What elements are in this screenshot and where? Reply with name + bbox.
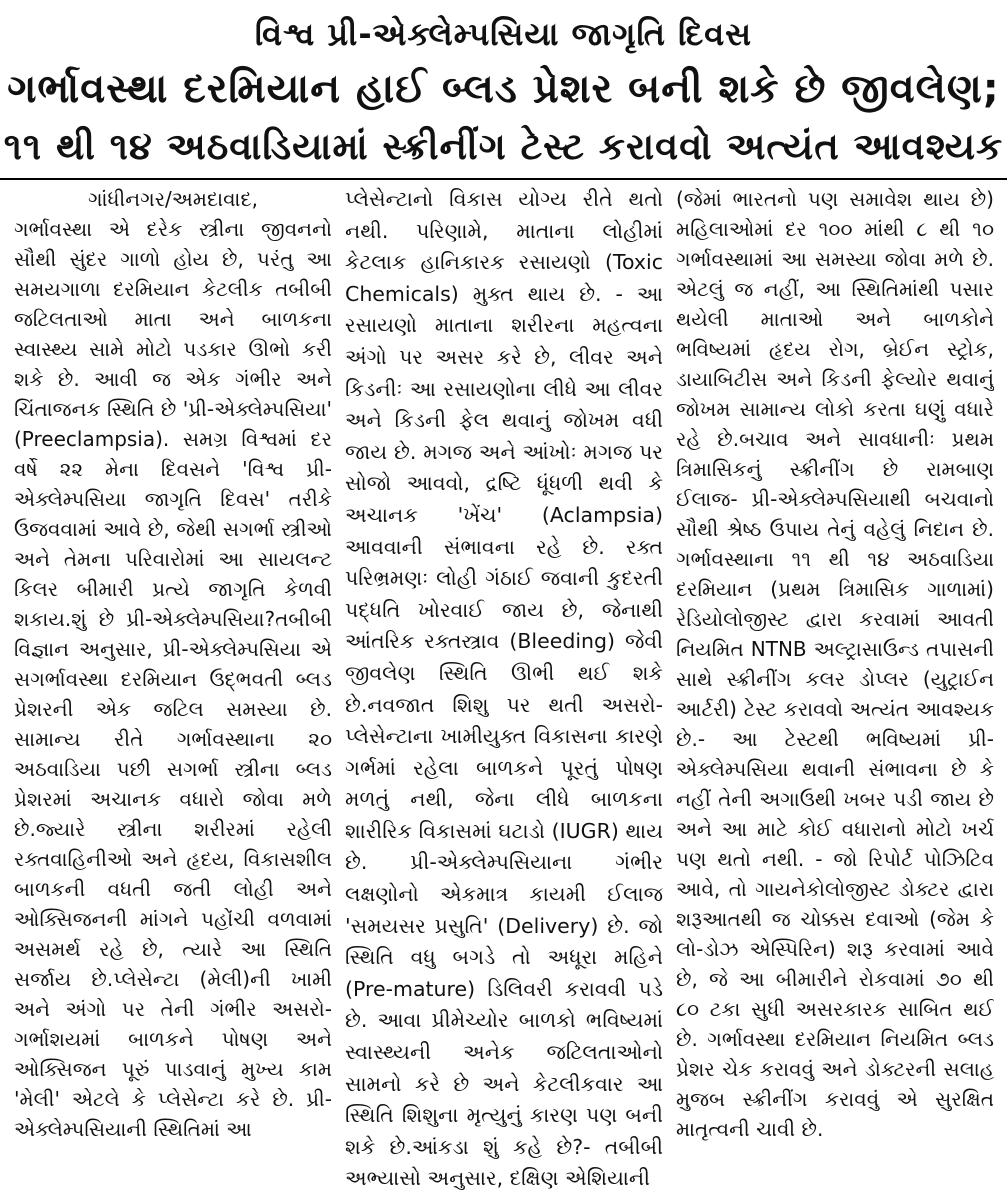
article-column-1 xyxy=(14,184,332,1196)
column-1-text: ગર્ભાવસ્થા એ દરેક સ્ત્રીના જીવનનો સૌથી સુંદર ગાળો હોય છે, પરંતુ આ સમયગાળા દરમિયાન કેટલીક તબીબી જટિલતાઓ માતા અને બાળકના સ્વાસ્થ્ય સામે મોટો પડકાર ઊભો કરી શકે છે. આવી જ એક ગંભીર અને ચિંતાજનક સ્થિતિ છે 'પ્રી-એક્લેમ્પસિયા' (Preeclampsia). સમગ્ર વિશ્વમાં દર વર્ષે ૨૨ મેના દિવસને 'વિશ્વ પ્રી-એક્લેમ્પસિયા જાગૃતિ દિવસ' તરીકે ઉજવવામાં આવે છે, જેથી સગર્ભા સ્ત્રીઓ અને તેમના પરિવારોમાં આ સાયલન્ટ કિલર બીમારી પ્રત્યે જાગૃતિ કેળવી શકાય.શું છે પ્રી-એક્લેમ્પસિયા?તબીબી વિજ્ઞાન અનુસાર, પ્રી-એક્લેમ્પસિયા એ સગર્ભાવસ્થા દરમિયાન ઉદ્ભવતી બ્લડ પ્રેશરની એક જટિલ સમસ્યા છે. સામાન્ય રીતે ગર્ભાવસ્થાના ૨૦ અઠવાડિયા પછી સગર્ભા સ્ત્રીના બ્લડ પ્રેશરમાં અચાનક વધારો જોવા મળે છે.જ્યારે સ્ત્રીના શરીરમાં રહેલી રક્તવાહિનીઓ અને હૃદય, વિકાસશીલ બાળકની વધતી જતી લોહી અને ઓક્સિજનની માંગને પહોંચી વળવામાં અસમર્થ રહે છે, ત્યારે આ સ્થિતિ સર્જાય છે.પ્લેસેન્ટા (મેલી)ની ખામી અને અંગો પર તેની ગંભીર અસરો- ગર્ભાશયમાં બાળકને પોષણ અને ઓક્સિજન પૂરું પાડવાનું મુખ્ય કામ 'મેલી' એટલે કે પ્લેસેન્ટા કરે છે. પ્રી-એક્લેમ્પસિયાની સ્થિતિમાં આ xyxy=(14,217,332,1141)
headline-line-1: ગર્ભાવસ્થા દરમિયાન હાઈ બ્લડ પ્રેશર બની શકે છે જીવલેણ; xyxy=(7,66,1000,112)
kicker-title: વિશ્વ પ્રી-એક્લેમ્પસિયા જાગૃતિ દિવસ xyxy=(254,15,753,53)
article-column-3 xyxy=(676,184,994,1196)
headline-line-2: ૧૧ થી ૧૪ અઠવાડિયામાં સ્ક્રીનીંગ ટેસ્ટ કરાવવો અત્યંત આવશ્યક xyxy=(3,125,1004,168)
article-column-2 xyxy=(345,184,663,1196)
column-3-text: (જેમાં ભારતનો પણ સમાવેશ થાય છે) મહિલાઓમાં દર ૧૦૦ માંથી ૮ થી ૧૦ ગર્ભાવસ્થામાં આ સમસ્યા જોવા મળે છે. એટલું જ નહીં, આ સ્થિતિમાંથી પસાર થયેલી માતાઓ અને બાળકોને ભવિષ્યમાં હૃદય રોગ, બ્રેઈન સ્ટ્રોક, ડાયાબિટીસ અને કિડની ફેલ્યોર થવાનું જોખમ સામાન્ય લોકો કરતા ઘણું વધારે રહે છે.બચાવ અને સાવધાનીઃ પ્રથમ ત્રિમાસિકનું સ્ક્રીનીંગ છે રામબાણ ઈલાજ- પ્રી-એક્લેમ્પસિયાથી બચવાનો સૌથી શ્રેષ્ઠ ઉપાય તેનું વહેલું નિદાન છે. ગર્ભાવસ્થાના ૧૧ થી ૧૪ અઠવાડિયા દરમિયાન (પ્રથમ ત્રિમાસિક ગાળામાં) રેડિયોલોજીસ્ટ દ્વારા કરવામાં આવતી નિયમિત NTNB અલ્ટ્રાસાઉન્ડ તપાસની સાથે સ્ક્રીનીંગ કલર ડોપ્લર (યુટ્રાઈન આર્ટરી) ટેસ્ટ કરાવવો અત્યંત આવશ્યક છે.- આ ટેસ્ટથી ભવિષ્યમાં પ્રી-એક્લેમ્પસિયા થવાની સંભાવના છે કે નહીં તેની અગાઉથી ખબર પડી જાય છે અને આ માટે કોઈ વધારાનો મોટો ખર્ચ પણ થતો નથી. - જો રિપોર્ટ પોઝિટિવ આવે, તો ગાયનેકોલોજીસ્ટ ડોક્ટર દ્વારા શરૂઆતથી જ ચોક્કસ દવાઓ (જેમ કે લો-ડોઝ એસ્પિરિન) શરૂ કરવામાં આવે છે, જે આ બીમારીને રોકવામાં ૭૦ થી ૮૦ ટકા સુધી અસરકારક સાબિત થઈ છે. ગર્ભાવસ્થા દરમિયાન નિયમિત બ્લડ પ્રેશર ચેક કરાવવું અને ડોક્ટરની સલાહ મુજબ સ્ક્રીનીંગ કરાવવું એ સુરક્ષિત માતૃત્વની ચાવી છે. xyxy=(676,187,994,1141)
column-2-text: પ્લેસેન્ટાનો વિકાસ યોગ્ય રીતે થતો નથી. પરિણામે, માતાના લોહીમાં કેટલાક હાનિકારક રસાયણો (Toxic Chemicals) મુક્ત થાય છે. - આ રસાયણો માતાના શરીરના મહત્વના અંગો પર અસર કરે છે, લીવર અને કિડનીઃ આ રસાયણોના લીધે આ લીવર અને કિડની ફેલ થવાનું જોખમ વધી જાય છે. મગજ અને આંખોઃ મગજ પર સોજો આવવો, દ્રષ્ટિ ધૂંધળી થવી કે અચાનક 'ખેંચ' (Aclampsia) આવવાની સંભાવના રહે છે. રક્ત પરિભ્રમણઃ લોહી ગંઠાઈ જવાની કુદરતી પદ્ધતિ ખોરવાઈ જાય છે, જેનાથી આંતરિક રક્તસ્ત્રાવ (Bleeding) જેવી જીવલેણ સ્થિતિ ઊભી થઈ શકે છે.નવજાત શિશુ પર થતી અસરો- પ્લેસેન્ટાના ખામીયુક્ત વિકાસના કારણે ગર્ભમાં રહેલા બાળકને પૂરતું પોષણ મળતું નથી, જેના લીધે બાળકના શારીરિક વિકાસમાં ઘટાડો (IUGR) થાય છે. પ્રી-એક્લેમ્પસિયાના ગંભીર લક્ષણોનો એકમાત્ર કાયમી ઈલાજ 'સમયસર પ્રસુતિ' (Delivery) છે. જો સ્થિતિ વધુ બગડે તો અધૂરા મહિને (Pre-mature) ડિલિવરી કરાવવી પડે છે. આવા પ્રીમેચ્યોર બાળકો ભવિષ્યમાં સ્વાસ્થ્યની અનેક જટિલતાઓનો સામનો કરે છે અને કેટલીકવાર આ સ્થિતિ શિશુના મૃત્યુનું કારણ પણ બની શકે છે.આંકડા શું કહે છે?- તબીબી અભ્યાસો અનુસાર, દક્ષિણ એશિયાની xyxy=(345,187,663,1191)
dateline: ગાંધીનગર/અમદાવાદ, xyxy=(88,187,258,211)
headline-divider xyxy=(0,178,1007,180)
